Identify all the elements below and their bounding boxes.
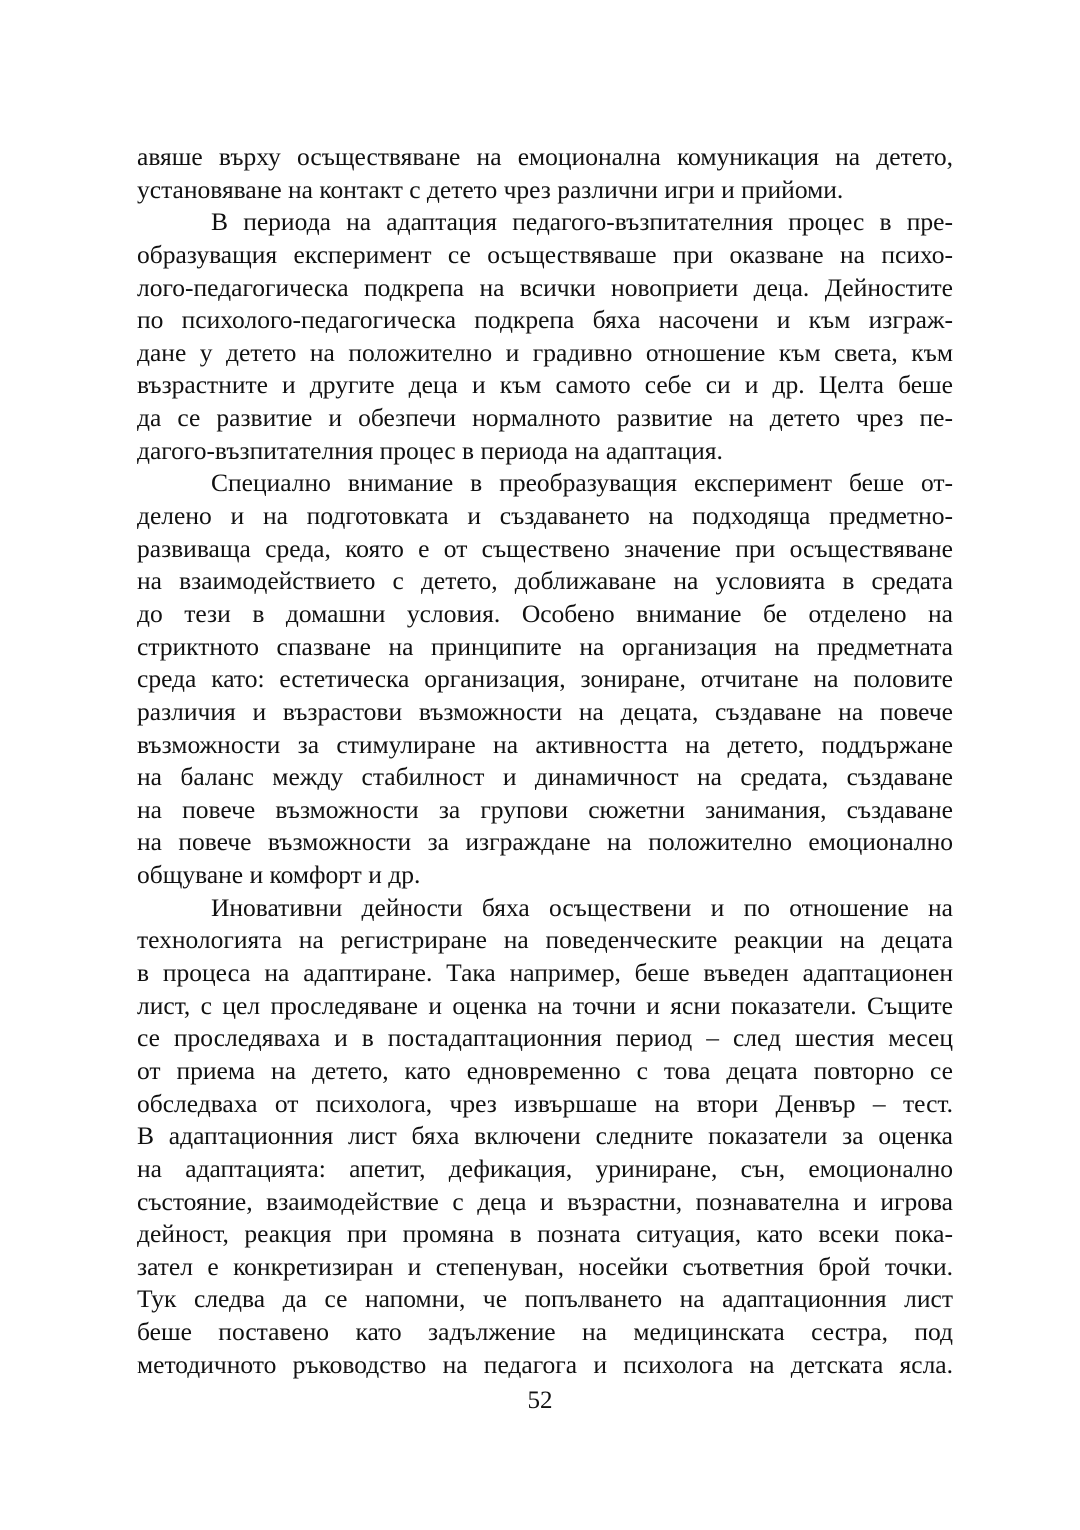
text-line: дейност, реакция при промяна в позната ситуация, като всеки пока- [137, 1219, 953, 1249]
text-line: образуващия експеримент се осъществяваше при оказване на психо- [137, 239, 953, 269]
paragraph-first-line: Иновативни дейности бяха осъществени и по отношение на [211, 892, 953, 922]
text-line: установяване на контакт с детето чрез различни игри и прийоми. [137, 174, 844, 204]
paragraph-first-line: В периода на адаптация педагого-възпитателния процес в пре- [211, 207, 953, 237]
text-line: на взаимодействието с детето, доближаване на условията в средата [137, 566, 953, 596]
text-line: на повече възможности за изграждане на положително емоционално [137, 827, 953, 857]
text-line: Тук следва да се напомни, че попълването на адаптационния лист [137, 1284, 953, 1314]
text-line: по психолого-педагогическа подкрепа бяха насочени и към изграж- [137, 305, 953, 335]
text-line: на адаптацията: апетит, дефикация, уриниране, сън, емоционално [137, 1153, 953, 1183]
text-line: състояние, взаимодействие с деца и възрастни, познавателна и игрова [137, 1186, 953, 1216]
text-line: общуване и комфорт и др. [137, 860, 421, 890]
text-line: се проследяваха и в постадаптационния период – след шестия месец [137, 1023, 953, 1053]
page-number: 52 [527, 1387, 553, 1414]
text-line: в процеса на адаптиране. Така например, беше въведен адаптационен [137, 958, 953, 988]
text-line: на повече възможности за групови сюжетни занимания, създаване [137, 794, 953, 824]
text-line: от приема на детето, като едновременно с това децата повторно се [137, 1055, 953, 1085]
text-line: технологията на регистриране на поведенческите реакции на децата [137, 925, 953, 955]
text-line: на баланс между стабилност и динамичност на средата, създаване [137, 762, 953, 792]
text-line: различия и възрастови възможности на децата, създаване на повече [137, 696, 953, 726]
text-line: среда като: естетическа организация, зониране, отчитане на половите [137, 664, 953, 694]
text-line: авяше върху осъществяване на емоционална комуникация на детето, [137, 142, 953, 171]
text-line: стриктното спазване на принципите на организация на предметната [137, 631, 953, 661]
text-line: да се развитие и обезпечи нормалното развитие на детето чрез пе- [137, 403, 953, 433]
text-line: възрастните и другите деца и към самото себе си и др. Целта беше [137, 370, 953, 400]
text-line: обследваха от психолога, чрез извършаше на втори Денвър – тест. [137, 1088, 953, 1118]
text-line: беше поставено като задължение на медицинската сестра, под [137, 1317, 953, 1347]
text-line: зател е конкретизиран и степенуван, носейки съответния брой точки. [137, 1251, 953, 1281]
text-line: делено и на подготовката и създаването на подходяща предметно- [137, 501, 953, 531]
paragraph-first-line: Специално внимание в преобразуващия експеримент беше от- [211, 468, 953, 498]
text-line: до тези в домашни условия. Особено внимание бе отделено на [137, 598, 953, 628]
text-line: развиваща среда, която е от съществено значение при осъществяване [137, 533, 953, 563]
text-line: лого-педагогическа подкрепа на всички новоприети деца. Дейностите [137, 272, 953, 302]
text-line: възможности за стимулиране на активността на детето, поддържане [137, 729, 953, 759]
text-line: В адаптационния лист бяха включени следните показатели за оценка [137, 1121, 953, 1151]
text-line: лист, с цел проследяване и оценка на точни и ясни показатели. Същите [137, 990, 953, 1020]
body-text [137, 141, 953, 1381]
text-line: дане у детето на положително и градивно отношение към света, към [137, 337, 953, 367]
text-line: дагого-възпитателния процес в периода на адаптация. [137, 435, 723, 465]
text-line: методичното ръководство на педагога и психолога на детската ясла. [137, 1349, 953, 1379]
